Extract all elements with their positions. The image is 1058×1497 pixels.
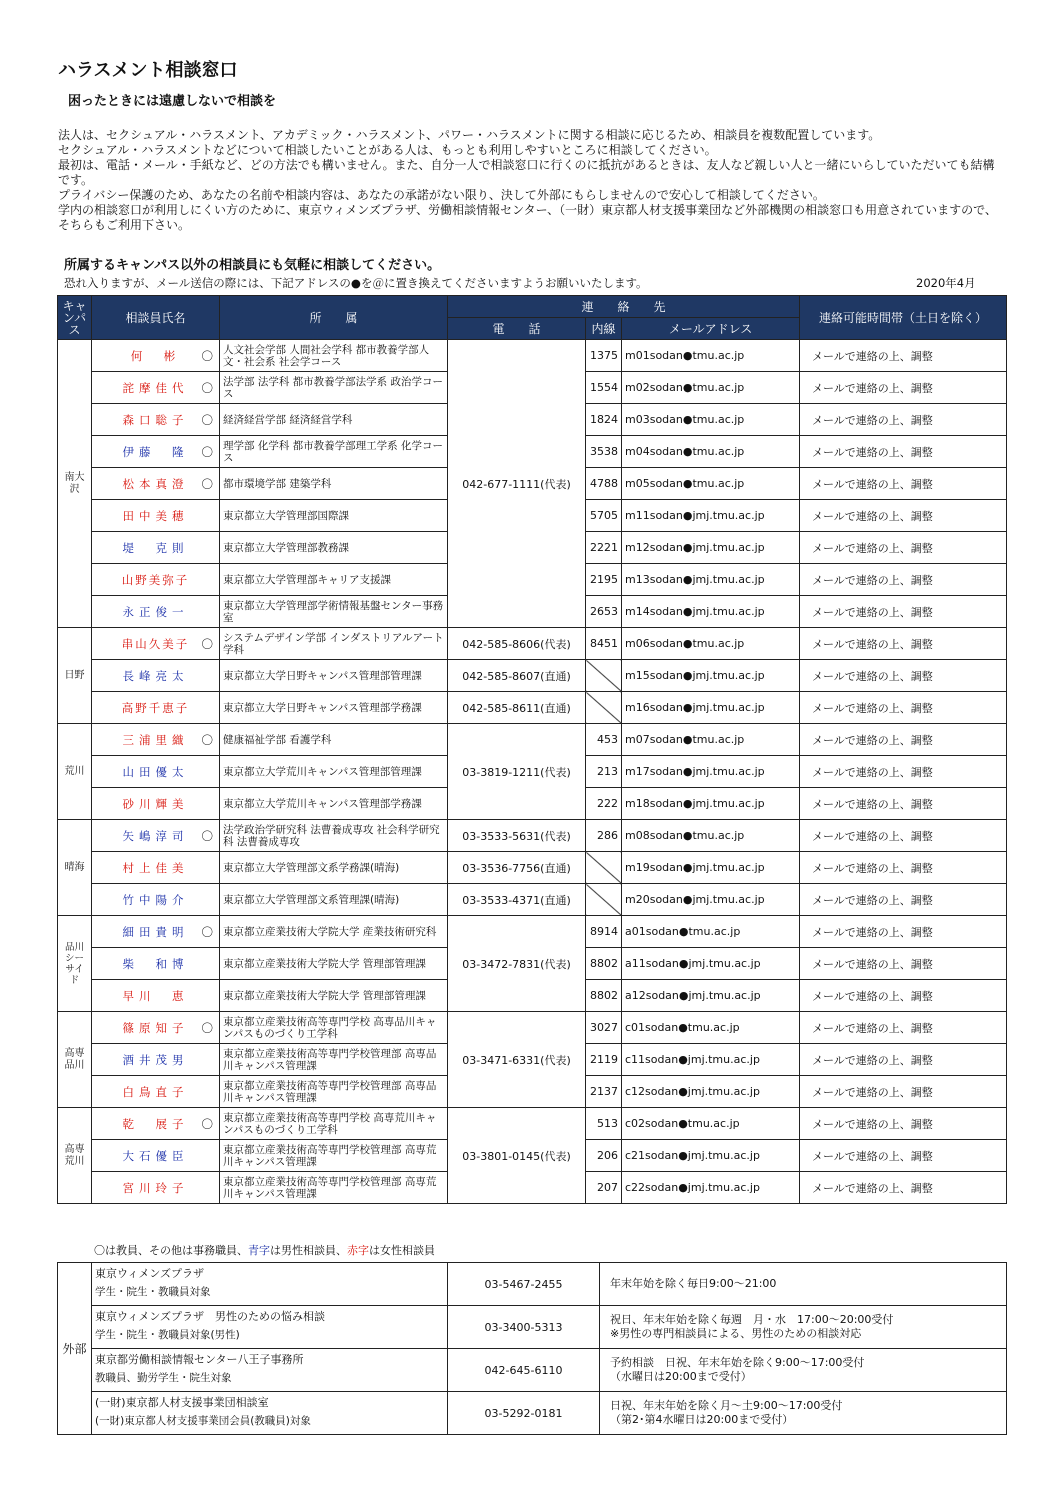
external-hours (600, 1349, 1007, 1392)
affiliation: 人文社会学部 人間社会学科 都市教養学部人文・社会系 社会学コース (220, 340, 448, 372)
hours: メールで連絡の上、調整 (800, 756, 1007, 788)
counselor-name: 竹中陽介 (92, 884, 220, 916)
extension-empty (586, 884, 622, 916)
email-address[interactable]: c01sodan●tmu.ac.jp (622, 1012, 800, 1044)
affiliation: 東京都立大学日野キャンパス管理部管理課 (220, 660, 448, 692)
intro-paragraph: 法人は、セクシュアル・ハラスメント、アカデミック・ハラスメント、パワー・ハラスメントに関する相談に応じるため、相談員を複数配置しています。 (58, 128, 881, 142)
extension: 206 (586, 1140, 622, 1172)
email-address[interactable]: m18sodan●jmj.tmu.ac.jp (622, 788, 800, 820)
external-org (92, 1263, 448, 1306)
extension-empty (586, 660, 622, 692)
email-address[interactable]: m16sodan●jmj.tmu.ac.jp (622, 692, 800, 724)
hours: メールで連絡の上、調整 (800, 532, 1007, 564)
counselor-name: 堤 克則 (92, 532, 220, 564)
email-notice: 恐れ入りますが、メール送信の際には、下記アドレスの●を＠に置き換えてくださいますようお願いいたします。 (64, 276, 648, 290)
intro-paragraph: 学内の相談窓口が利用しにくい方のために、東京ウィメンズプラザ、労働相談情報センター、（一財）東京都人材支援事業団など外部機関の相談窓口も用意されていますので、そちらもご利用下さい。 (58, 203, 997, 232)
color-legend (94, 1242, 435, 1258)
counselor-name: 村上佳美 (92, 852, 220, 884)
counselor-name: 乾 展子 〇 (92, 1108, 220, 1140)
counselor-name: 高野千恵子 (92, 692, 220, 724)
affiliation: 東京都立産業技術大学院大学 産業技術研究科 (220, 916, 448, 948)
hours: メールで連絡の上、調整 (800, 884, 1007, 916)
header-affiliation: 所 属 (220, 296, 448, 340)
affiliation: 東京都立産業技術高等専門学校管理部 高専品川キャンパス管理課 (220, 1044, 448, 1076)
email-address[interactable]: m20sodan●jmj.tmu.ac.jp (622, 884, 800, 916)
org-name: 東京ウィメンズプラザ (95, 1267, 205, 1280)
email-address[interactable]: m05sodan●tmu.ac.jp (622, 468, 800, 500)
page-subtitle: 困ったときには遠慮しないで相談を (68, 94, 277, 109)
legend-text: 〇は教員、その他は事務職員、 (94, 1244, 248, 1257)
external-hours (600, 1306, 1007, 1349)
hours: メールで連絡の上、調整 (800, 1076, 1007, 1108)
affiliation: 東京都立産業技術高等専門学校 高専荒川キャンパスものづくり工学科 (220, 1108, 448, 1140)
email-address[interactable]: m14sodan●jmj.tmu.ac.jp (622, 596, 800, 628)
affiliation: 東京都立大学管理部文系管理課(晴海) (220, 884, 448, 916)
hours: メールで連絡の上、調整 (800, 468, 1007, 500)
table-row (58, 1108, 1007, 1140)
affiliation: 理学部 化学科 都市教養学部理工学系 化学コース (220, 436, 448, 468)
extension: 3538 (586, 436, 622, 468)
hours: メールで連絡の上、調整 (800, 1012, 1007, 1044)
extension: 513 (586, 1108, 622, 1140)
external-row (58, 1306, 1007, 1349)
affiliation: 法学政治学研究科 法曹養成専攻 社会科学研究科 法曹養成専攻 (220, 820, 448, 852)
phone: 042-585-8606(代表) (448, 628, 586, 660)
hours: メールで連絡の上、調整 (800, 500, 1007, 532)
campus-label: 荒川 (58, 724, 92, 820)
phone: 03-3536-7756(直通) (448, 852, 586, 884)
email-address[interactable]: a01sodan●tmu.ac.jp (622, 916, 800, 948)
hours: メールで連絡の上、調整 (800, 596, 1007, 628)
hours: メールで連絡の上、調整 (800, 788, 1007, 820)
phone: 03-3819-1211(代表) (448, 724, 586, 820)
counselor-name: 詫摩佳代 〇 (92, 372, 220, 404)
extension: 2195 (586, 564, 622, 596)
extension: 2137 (586, 1076, 622, 1108)
extension: 286 (586, 820, 622, 852)
external-row (58, 1263, 1007, 1306)
extension: 8802 (586, 980, 622, 1012)
table-row (58, 340, 1007, 372)
campus-label: 日野 (58, 628, 92, 724)
extension: 2119 (586, 1044, 622, 1076)
hours: メールで連絡の上、調整 (800, 980, 1007, 1012)
header-phone: 電 話 (448, 318, 586, 340)
phone: 03-3533-5631(代表) (448, 820, 586, 852)
hours-line: （第2･第4水曜日は20:00まで受付） (610, 1413, 794, 1426)
affiliation: 東京都立大学管理部文系学務課(晴海) (220, 852, 448, 884)
hours: メールで連絡の上、調整 (800, 372, 1007, 404)
email-address[interactable]: m01sodan●tmu.ac.jp (622, 340, 800, 372)
legend-text: は男性相談員、 (270, 1244, 347, 1257)
org-name: (一財)東京都人材支援事業団相談室 (95, 1396, 269, 1409)
campus-label: 南大沢 (58, 340, 92, 628)
affiliation: システムデザイン学部 インダストリアルアート学科 (220, 628, 448, 660)
email-address[interactable]: c02sodan●tmu.ac.jp (622, 1108, 800, 1140)
legend-red: 赤字 (347, 1244, 369, 1257)
hours: メールで連絡の上、調整 (800, 692, 1007, 724)
email-address[interactable]: m17sodan●jmj.tmu.ac.jp (622, 756, 800, 788)
email-address[interactable]: m11sodan●jmj.tmu.ac.jp (622, 500, 800, 532)
affiliation: 経済経営学部 経済経営学科 (220, 404, 448, 436)
counselor-name: 早川 恵 (92, 980, 220, 1012)
counselor-name: 山野美弥子 (92, 564, 220, 596)
email-address[interactable]: m07sodan●tmu.ac.jp (622, 724, 800, 756)
org-target: 学生・院生・教職員対象 (95, 1286, 211, 1298)
email-address[interactable]: a12sodan●jmj.tmu.ac.jp (622, 980, 800, 1012)
external-phone: 03-5292-0181 (448, 1392, 600, 1435)
external-phone: 03-3400-5313 (448, 1306, 600, 1349)
phone: 03-3533-4371(直通) (448, 884, 586, 916)
external-table (57, 1262, 1007, 1435)
hours: メールで連絡の上、調整 (800, 564, 1007, 596)
external-row (58, 1349, 1007, 1392)
campus-label: 品川シーサイド (58, 916, 92, 1012)
phone: 042-677-1111(代表) (448, 340, 586, 628)
hours: メールで連絡の上、調整 (800, 948, 1007, 980)
external-row (58, 1392, 1007, 1435)
extension-empty (586, 692, 622, 724)
hours-line: 予約相談 日祝、年末年始を除く9:00～17:00受付 (610, 1356, 865, 1369)
hours: メールで連絡の上、調整 (800, 660, 1007, 692)
phone: 03-3471-6331(代表) (448, 1012, 586, 1108)
affiliation: 健康福祉学部 看護学科 (220, 724, 448, 756)
hours: メールで連絡の上、調整 (800, 340, 1007, 372)
intro-paragraph: プライバシー保護のため、あなたの名前や相談内容は、あなたの承諾がない限り、決して外部にもらしませんので安心して相談してください。 (58, 188, 825, 202)
hours-line: （水曜日は20:00まで受付） (610, 1370, 752, 1383)
email-address[interactable]: m19sodan●jmj.tmu.ac.jp (622, 852, 800, 884)
table-row (58, 916, 1007, 948)
counselor-name: 松本真澄 〇 (92, 468, 220, 500)
extension: 1375 (586, 340, 622, 372)
extension: 222 (586, 788, 622, 820)
extension: 8914 (586, 916, 622, 948)
extension-empty (586, 852, 622, 884)
external-phone: 042-645-6110 (448, 1349, 600, 1392)
phone: 03-3472-7831(代表) (448, 916, 586, 1012)
email-address[interactable]: m06sodan●tmu.ac.jp (622, 628, 800, 660)
external-org (92, 1306, 448, 1349)
legend-blue: 青字 (248, 1244, 270, 1257)
extension: 1554 (586, 372, 622, 404)
header-ext: 内線 (586, 318, 622, 340)
hours-line: ※男性の専門相談員による、男性のための相談対応 (610, 1327, 862, 1340)
phone: 03-3801-0145(代表) (448, 1108, 586, 1204)
affiliation: 都市環境学部 建築学科 (220, 468, 448, 500)
counselor-name: 宮川玲子 (92, 1172, 220, 1204)
table-row (58, 692, 1007, 724)
affiliation: 東京都立産業技術大学院大学 管理部管理課 (220, 980, 448, 1012)
intro-text (58, 128, 998, 233)
counselor-name: 何 彬 〇 (92, 340, 220, 372)
external-hours (600, 1392, 1007, 1435)
email-address[interactable]: c11sodan●jmj.tmu.ac.jp (622, 1044, 800, 1076)
org-target: (一財)東京都人材支援事業団会員(教職員)対象 (95, 1415, 311, 1427)
email-address[interactable]: m08sodan●tmu.ac.jp (622, 820, 800, 852)
hours: メールで連絡の上、調整 (800, 436, 1007, 468)
header-campus: キャンパス (58, 296, 92, 340)
affiliation: 東京都立大学管理部国際課 (220, 500, 448, 532)
email-address[interactable]: m13sodan●jmj.tmu.ac.jp (622, 564, 800, 596)
counselor-name: 篠原知子 〇 (92, 1012, 220, 1044)
email-address[interactable]: m15sodan●jmj.tmu.ac.jp (622, 660, 800, 692)
email-address[interactable]: m02sodan●tmu.ac.jp (622, 372, 800, 404)
extension: 8451 (586, 628, 622, 660)
affiliation: 東京都立産業技術大学院大学 管理部管理課 (220, 948, 448, 980)
hours: メールで連絡の上、調整 (800, 1140, 1007, 1172)
page-title: ハラスメント相談窓口 (58, 60, 238, 81)
counselor-name: 山田優太 (92, 756, 220, 788)
extension: 1824 (586, 404, 622, 436)
counselor-name: 田中美穂 (92, 500, 220, 532)
header-email: メールアドレス (622, 318, 800, 340)
affiliation: 東京都立産業技術高等専門学校管理部 高専荒川キャンパス管理課 (220, 1172, 448, 1204)
legend-text: は女性相談員 (369, 1244, 435, 1257)
header-name: 相談員氏名 (92, 296, 220, 340)
affiliation: 東京都立産業技術高等専門学校管理部 高専荒川キャンパス管理課 (220, 1140, 448, 1172)
affiliation: 東京都立大学日野キャンパス管理部学務課 (220, 692, 448, 724)
counselor-name: 矢嶋淳司 〇 (92, 820, 220, 852)
section-heading: 所属するキャンパス以外の相談員にも気軽に相談してください。 (64, 258, 441, 273)
intro-paragraph: セクシュアル・ハラスメントなどについて相談したいことがある人は、もっとも利用しやすいところに相談してください。 (58, 143, 717, 157)
extension: 207 (586, 1172, 622, 1204)
affiliation: 東京都立産業技術高等専門学校 高専品川キャンパスものづくり工学科 (220, 1012, 448, 1044)
email-address[interactable]: m12sodan●jmj.tmu.ac.jp (622, 532, 800, 564)
counselor-name: 伊藤 隆 〇 (92, 436, 220, 468)
affiliation: 法学部 法学科 都市教養学部法学系 政治学コース (220, 372, 448, 404)
table-row (58, 1012, 1007, 1044)
external-hours: 年末年始を除く毎日9:00～21:00 (600, 1263, 1007, 1306)
counselor-name: 長峰亮太 (92, 660, 220, 692)
org-name: 東京ウィメンズプラザ 男性のための悩み相談 (95, 1310, 326, 1323)
affiliation: 東京都立大学管理部教務課 (220, 532, 448, 564)
counselor-name: 細田貴明 〇 (92, 916, 220, 948)
affiliation: 東京都立大学管理部キャリア支援課 (220, 564, 448, 596)
phone: 042-585-8607(直通) (448, 660, 586, 692)
table-row (58, 852, 1007, 884)
external-org (92, 1349, 448, 1392)
email-address[interactable]: a11sodan●jmj.tmu.ac.jp (622, 948, 800, 980)
hours: メールで連絡の上、調整 (800, 1108, 1007, 1140)
extension: 4788 (586, 468, 622, 500)
phone: 042-585-8611(直通) (448, 692, 586, 724)
extension: 8802 (586, 948, 622, 980)
counselor-name: 串山久美子 〇 (92, 628, 220, 660)
hours: メールで連絡の上、調整 (800, 1172, 1007, 1204)
campus-label: 晴海 (58, 820, 92, 916)
email-address[interactable]: c12sodan●jmj.tmu.ac.jp (622, 1076, 800, 1108)
counselor-name: 永正俊一 (92, 596, 220, 628)
extension: 5705 (586, 500, 622, 532)
hours: メールで連絡の上、調整 (800, 916, 1007, 948)
header-hours: 連絡可能時間帯（土日を除く） (800, 296, 1007, 340)
org-target: 教職員、勤労学生・院生対象 (95, 1372, 232, 1384)
table-row (58, 820, 1007, 852)
hours: メールで連絡の上、調整 (800, 404, 1007, 436)
hours: メールで連絡の上、調整 (800, 724, 1007, 756)
extension: 3027 (586, 1012, 622, 1044)
hours: メールで連絡の上、調整 (800, 820, 1007, 852)
email-address[interactable]: m04sodan●tmu.ac.jp (622, 436, 800, 468)
counselor-name: 砂川輝美 (92, 788, 220, 820)
extension: 213 (586, 756, 622, 788)
table-row (58, 724, 1007, 756)
header-contact: 連 絡 先 (448, 296, 800, 318)
extension: 453 (586, 724, 622, 756)
issue-date: 2020年4月 (916, 276, 976, 290)
campus-label: 高専荒川 (58, 1108, 92, 1204)
table-row (58, 628, 1007, 660)
affiliation: 東京都立大学管理部学術情報基盤センター事務室 (220, 596, 448, 628)
hours: メールで連絡の上、調整 (800, 852, 1007, 884)
email-address[interactable]: c21sodan●jmj.tmu.ac.jp (622, 1140, 800, 1172)
campus-label: 高専品川 (58, 1012, 92, 1108)
email-address[interactable]: m03sodan●tmu.ac.jp (622, 404, 800, 436)
counselor-table (57, 295, 1007, 1204)
hours-line: 日祝、年末年始を除く月～土9:00～17:00受付 (610, 1399, 843, 1412)
hours-line: 祝日、年末年始を除く毎週 月・水 17:00～20:00受付 (610, 1313, 894, 1326)
extension: 2653 (586, 596, 622, 628)
external-label: 外部 (58, 1263, 92, 1435)
email-address[interactable]: c22sodan●jmj.tmu.ac.jp (622, 1172, 800, 1204)
table-row (58, 884, 1007, 916)
hours: メールで連絡の上、調整 (800, 628, 1007, 660)
extension: 2221 (586, 532, 622, 564)
counselor-name: 森口聡子 〇 (92, 404, 220, 436)
org-target: 学生・院生・教職員対象(男性) (95, 1329, 240, 1341)
counselor-name: 柴 和博 (92, 948, 220, 980)
affiliation: 東京都立産業技術高等専門学校管理部 高専品川キャンパス管理課 (220, 1076, 448, 1108)
external-org (92, 1392, 448, 1435)
affiliation: 東京都立大学荒川キャンパス管理部管理課 (220, 756, 448, 788)
table-row (58, 660, 1007, 692)
counselor-name: 三浦里織 〇 (92, 724, 220, 756)
hours: メールで連絡の上、調整 (800, 1044, 1007, 1076)
counselor-name: 酒井茂男 (92, 1044, 220, 1076)
affiliation: 東京都立大学荒川キャンパス管理部学務課 (220, 788, 448, 820)
intro-paragraph: 最初は、電話・メール・手紙など、どの方法でも構いません。また、自分一人で相談窓口に行くのに抵抗があるときは、友人など親しい人と一緒にいらしていただいても結構です。 (58, 158, 995, 187)
counselor-name: 大石優臣 (92, 1140, 220, 1172)
external-phone: 03-5467-2455 (448, 1263, 600, 1306)
counselor-name: 白鳥直子 (92, 1076, 220, 1108)
org-name: 東京都労働相談情報センター八王子事務所 (95, 1353, 304, 1366)
